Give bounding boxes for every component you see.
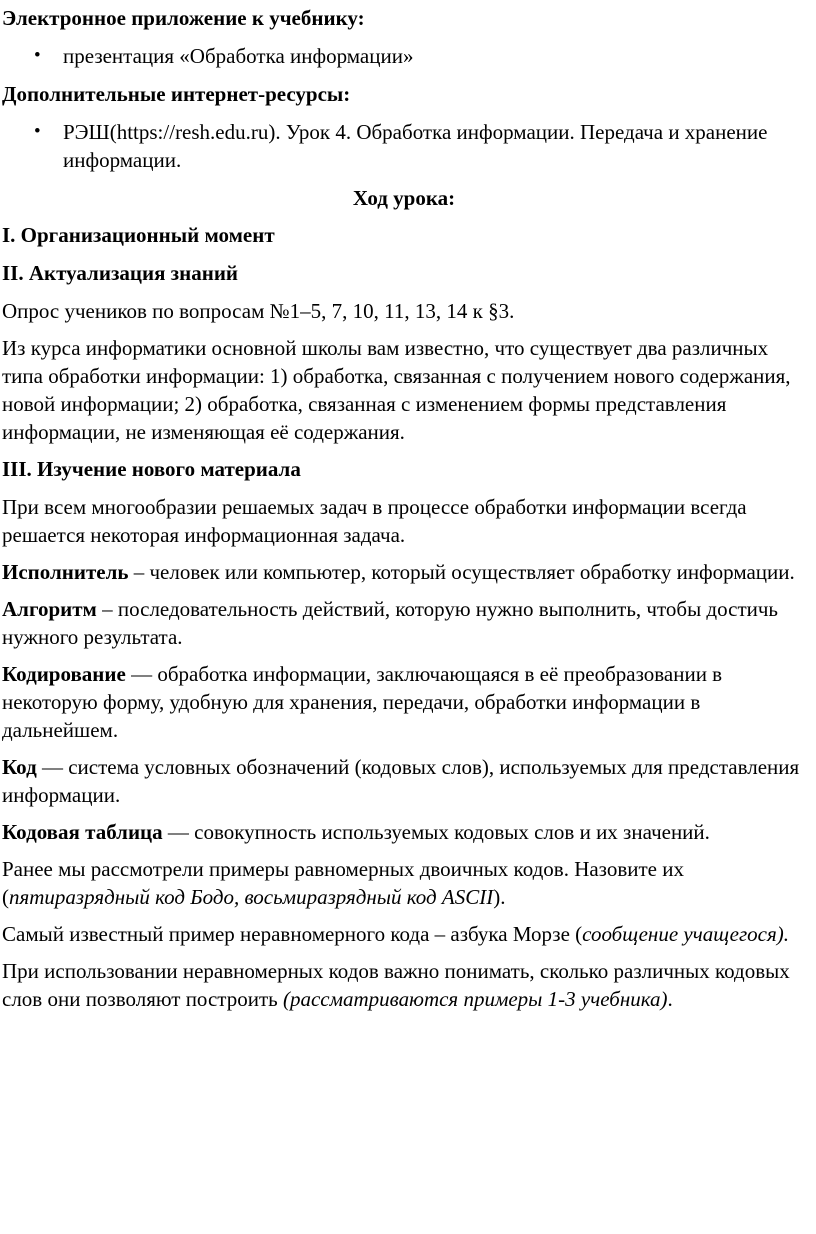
section-heading-3: III. Изучение нового материала <box>2 457 301 481</box>
definition-algorithm <box>2 595 806 651</box>
morse-paragraph <box>2 920 806 948</box>
nonuniform-text: При использовании неравномерных кодов важно понимать, сколько различных кодовых слов они позволяют построить <box>2 959 790 1011</box>
lesson-title: Ход урока: <box>352 186 456 210</box>
definition-encoding <box>2 660 806 744</box>
nonuniform-paragraph <box>2 957 806 1013</box>
definition-executor <box>2 558 806 586</box>
definition-code-table <box>2 818 806 846</box>
uniform-end: ). <box>493 885 506 909</box>
document-content <box>2 4 806 1022</box>
definition-text: — совокупность используемых кодовых слов и их значений. <box>162 820 710 844</box>
nonuniform-end: . <box>667 987 673 1011</box>
internet-list <box>2 118 806 174</box>
uniform-codes-paragraph <box>2 855 806 911</box>
section-heading-2: II. Актуализация знаний <box>2 261 239 285</box>
section-heading-1: I. Организационный момент <box>2 223 275 247</box>
definition-text: – последовательность действий, которую нужно выполнить, чтобы достичь нужного результата. <box>2 597 779 649</box>
morse-italic: сообщение учащегося). <box>582 922 789 946</box>
ebook-heading: Электронное приложение к учебнику: <box>2 6 365 30</box>
task-paragraph: При всем многообразии решаемых задач в процессе обработки информации всегда решается некоторая информационная задача. <box>2 495 747 547</box>
ebook-list <box>2 42 806 70</box>
definition-term: Исполнитель <box>2 560 129 584</box>
definition-term: Алгоритм <box>2 597 97 621</box>
internet-heading: Дополнительные интернет-ресурсы: <box>2 82 351 106</box>
nonuniform-italic: (рассматриваются примеры 1-3 учебника) <box>282 987 668 1011</box>
definition-term: Код <box>2 755 37 779</box>
definition-term: Кодирование <box>2 662 126 686</box>
definition-term: Кодовая таблица <box>2 820 163 844</box>
uniform-text: Ранее мы рассмотрели примеры равномерных двоичных кодов. Назовите их ( <box>2 857 684 909</box>
uniform-italic: пятиразрядный код Бодо, восьмиразрядный код ASCII <box>9 885 494 909</box>
intro-paragraph: Из курса информатики основной школы вам известно, что существует два различных типа обработки информации: 1) обработка, связанная с получением нового содержания, новой информации; 2) обработка, связанная с изменением формы представления информации, не изменяющая её содержания. <box>2 336 791 444</box>
definition-text: — обработка информации, заключающаяся в её преобразовании в некоторую форму, удобную для хранения, передачи, обработки информации в дальнейшем. <box>2 662 723 742</box>
morse-text: Самый известный пример неравномерного кода – азбука Морзе ( <box>2 922 583 946</box>
definition-code <box>2 753 806 809</box>
definition-text: – человек или компьютер, который осуществляет обработку информации. <box>128 560 795 584</box>
internet-item: • РЭШ(https://resh.edu.ru). Урок 4. Обработка информации. Передача и хранение информации. <box>2 118 806 174</box>
ebook-item: • презентация «Обработка информации» <box>2 42 806 70</box>
definition-text: — система условных обозначений (кодовых слов), используемых для представления информации. <box>2 755 800 807</box>
survey-paragraph: Опрос учеников по вопросам №1–5, 7, 10, 11, 13, 14 к §3. <box>2 299 515 323</box>
